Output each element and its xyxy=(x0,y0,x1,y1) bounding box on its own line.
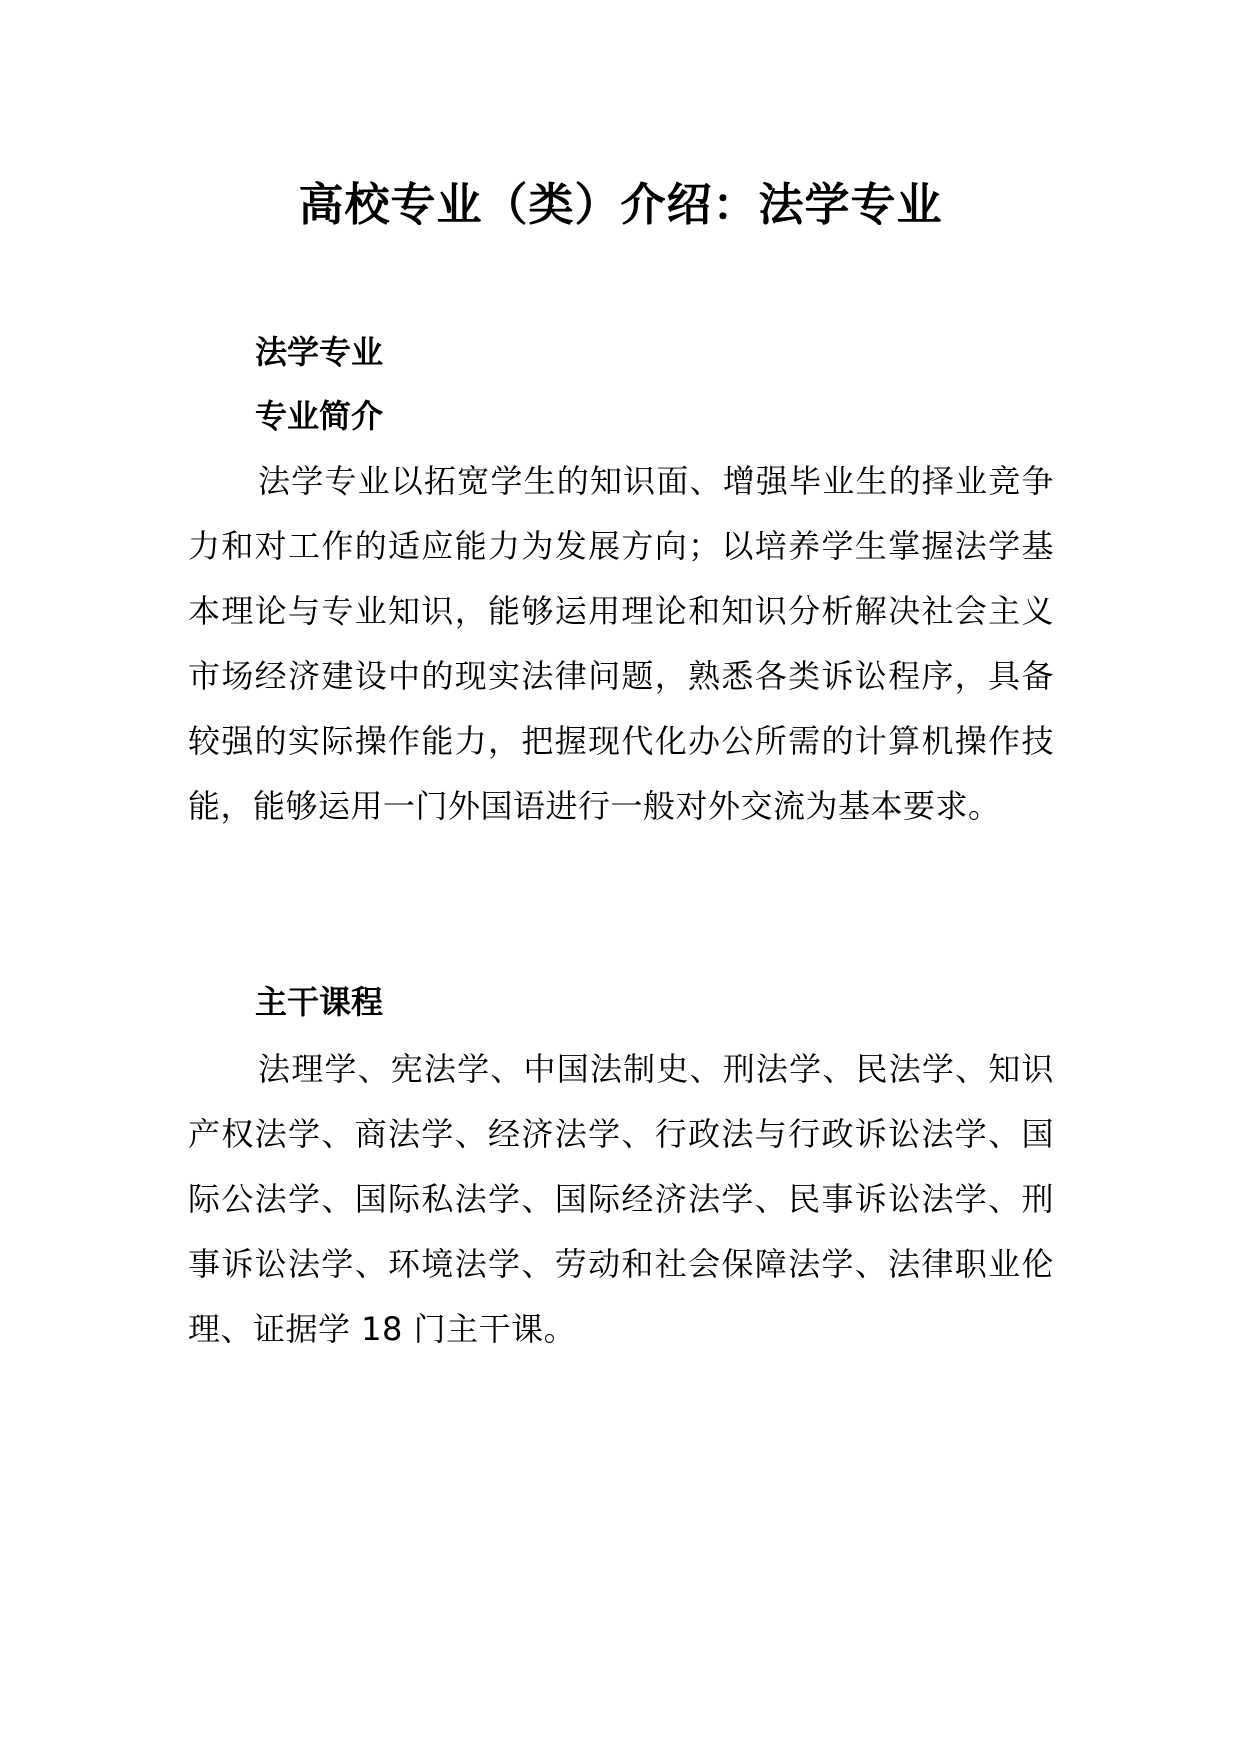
intro-heading: 专业简介 xyxy=(255,397,384,435)
intro-paragraph: 法学专业以拓宽学生的知识面、增强毕业生的择业竞争力和对工作的适应能力为发展方向；以培养学生掌握法学基本理论与专业知识，能够运用理论和知识分析解决社会主义市场经济建设中的现实法律问题，熟悉各类诉讼程序，具备较强的实际操作能力，把握现代化办公所需的计算机操作技能，能够运用一门外国语进行一般对外交流为基本要求。 xyxy=(188,462,1054,825)
courses-paragraph: 法理学、宪法学、中国法制史、刑法学、民法学、知识产权法学、商法学、经济法学、行政法与行政诉讼法学、国际公法学、国际私法学、国际经济法学、民事诉讼法学、刑事诉讼法学、环境法学、劳动和社会保障法学、法律职业伦理、证据学 18 门主干课。 xyxy=(188,1050,1054,1348)
major-name-heading: 法学专业 xyxy=(255,333,384,371)
document-title: 高校专业（类）介绍：法学专业 xyxy=(298,178,943,231)
courses-heading: 主干课程 xyxy=(255,983,384,1021)
